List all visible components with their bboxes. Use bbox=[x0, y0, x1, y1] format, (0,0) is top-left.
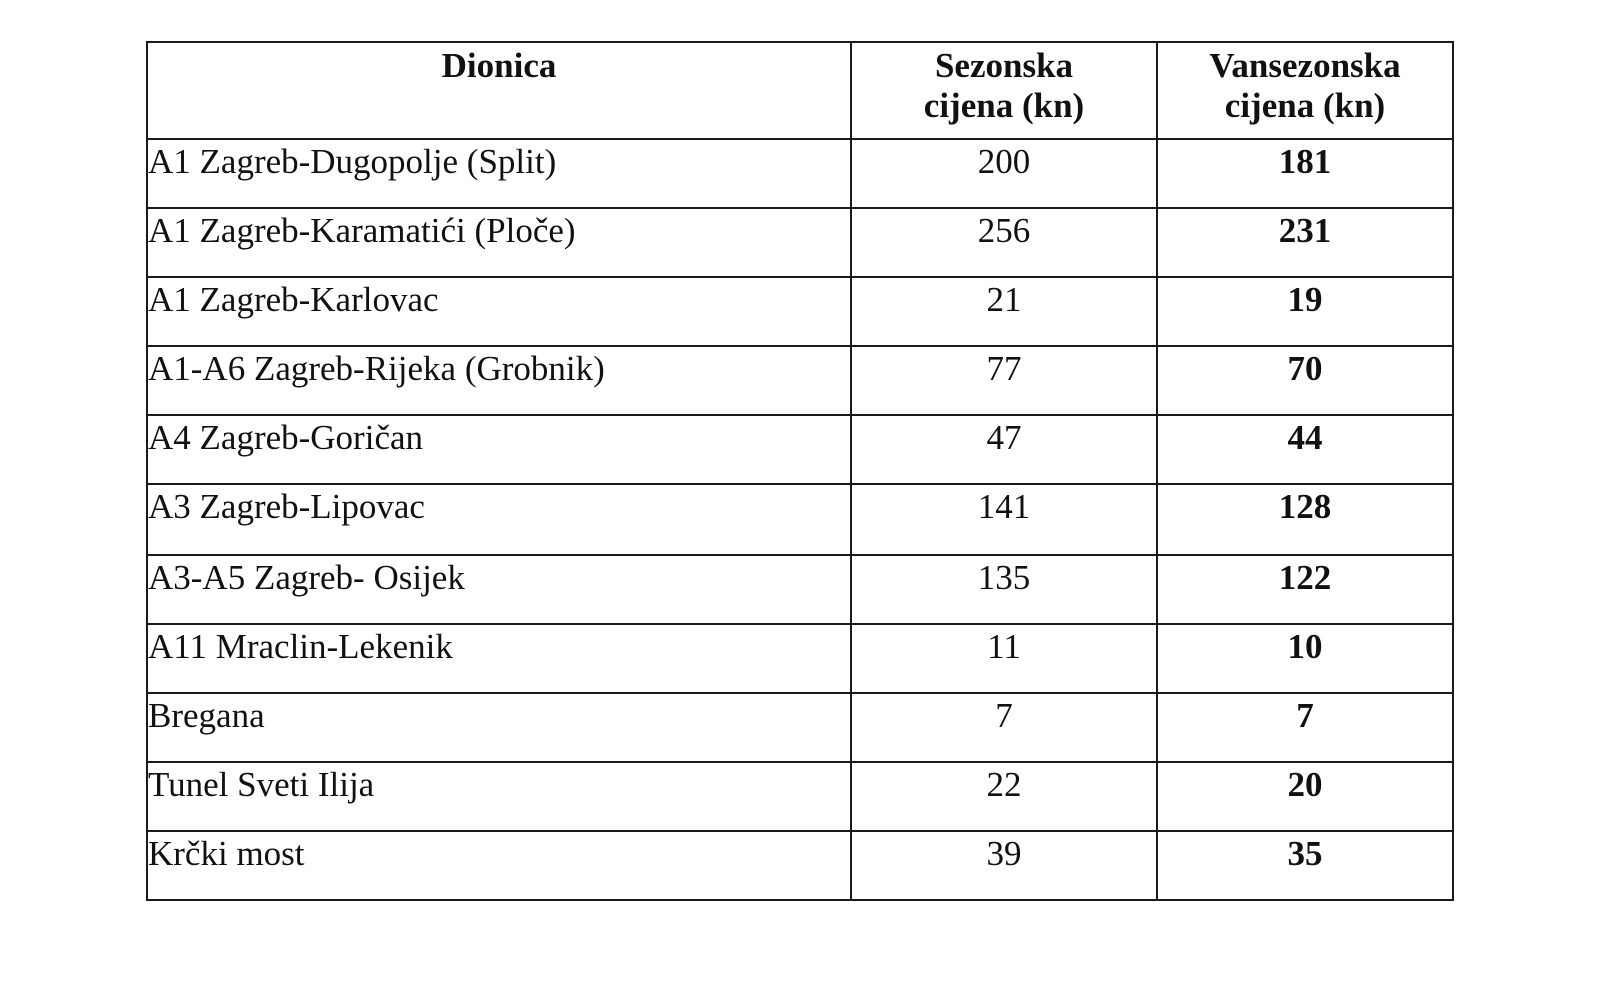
table-row bbox=[147, 693, 1453, 762]
header-offseason-price bbox=[1157, 42, 1453, 139]
table-row bbox=[147, 831, 1453, 900]
header-season-line1: Sezonska bbox=[934, 46, 1074, 85]
cell-section: A11 Mraclin-Lekenik bbox=[147, 624, 851, 693]
cell-season-price: 11 bbox=[851, 624, 1157, 693]
header-section-label: Dionica bbox=[441, 46, 557, 85]
table-row bbox=[147, 484, 1453, 555]
cell-section: Tunel Sveti Ilija bbox=[147, 762, 851, 831]
header-section bbox=[147, 42, 851, 139]
table-row bbox=[147, 208, 1453, 277]
cell-section: Krčki most bbox=[147, 831, 851, 900]
cell-section: A1-A6 Zagreb-Rijeka (Grobnik) bbox=[147, 346, 851, 415]
cell-offseason-price: 231 bbox=[1157, 208, 1453, 277]
table-row bbox=[147, 624, 1453, 693]
header-offseason-line2: cijena (kn) bbox=[1224, 86, 1386, 125]
cell-offseason-price: 181 bbox=[1157, 139, 1453, 208]
cell-offseason-price: 10 bbox=[1157, 624, 1453, 693]
cell-offseason-price: 122 bbox=[1157, 555, 1453, 624]
cell-season-price: 135 bbox=[851, 555, 1157, 624]
cell-offseason-price: 70 bbox=[1157, 346, 1453, 415]
table-row bbox=[147, 555, 1453, 624]
cell-offseason-price: 19 bbox=[1157, 277, 1453, 346]
cell-section: A1 Zagreb-Karlovac bbox=[147, 277, 851, 346]
cell-season-price: 47 bbox=[851, 415, 1157, 484]
table-row bbox=[147, 415, 1453, 484]
cell-offseason-price: 7 bbox=[1157, 693, 1453, 762]
cell-section: A3 Zagreb-Lipovac bbox=[147, 484, 851, 555]
header-offseason-line1: Vansezonska bbox=[1209, 46, 1401, 85]
cell-season-price: 141 bbox=[851, 484, 1157, 555]
cell-offseason-price: 35 bbox=[1157, 831, 1453, 900]
cell-offseason-price: 44 bbox=[1157, 415, 1453, 484]
cell-offseason-price: 128 bbox=[1157, 484, 1453, 555]
cell-section: A1 Zagreb-Dugopolje (Split) bbox=[147, 139, 851, 208]
cell-section: A1 Zagreb-Karamatići (Ploče) bbox=[147, 208, 851, 277]
table-row bbox=[147, 762, 1453, 831]
cell-season-price: 39 bbox=[851, 831, 1157, 900]
cell-section: A4 Zagreb-Goričan bbox=[147, 415, 851, 484]
cell-season-price: 7 bbox=[851, 693, 1157, 762]
cell-offseason-price: 20 bbox=[1157, 762, 1453, 831]
table-row bbox=[147, 346, 1453, 415]
table-row bbox=[147, 277, 1453, 346]
cell-season-price: 77 bbox=[851, 346, 1157, 415]
cell-season-price: 200 bbox=[851, 139, 1157, 208]
cell-section: A3-A5 Zagreb- Osijek bbox=[147, 555, 851, 624]
header-row bbox=[147, 42, 1453, 139]
table-row bbox=[147, 139, 1453, 208]
table-body bbox=[147, 139, 1453, 900]
header-season-line2: cijena (kn) bbox=[923, 86, 1085, 125]
cell-section: Bregana bbox=[147, 693, 851, 762]
cell-season-price: 256 bbox=[851, 208, 1157, 277]
table-header bbox=[147, 42, 1453, 139]
header-season-price bbox=[851, 42, 1157, 139]
toll-price-table bbox=[146, 41, 1454, 901]
cell-season-price: 22 bbox=[851, 762, 1157, 831]
cell-season-price: 21 bbox=[851, 277, 1157, 346]
